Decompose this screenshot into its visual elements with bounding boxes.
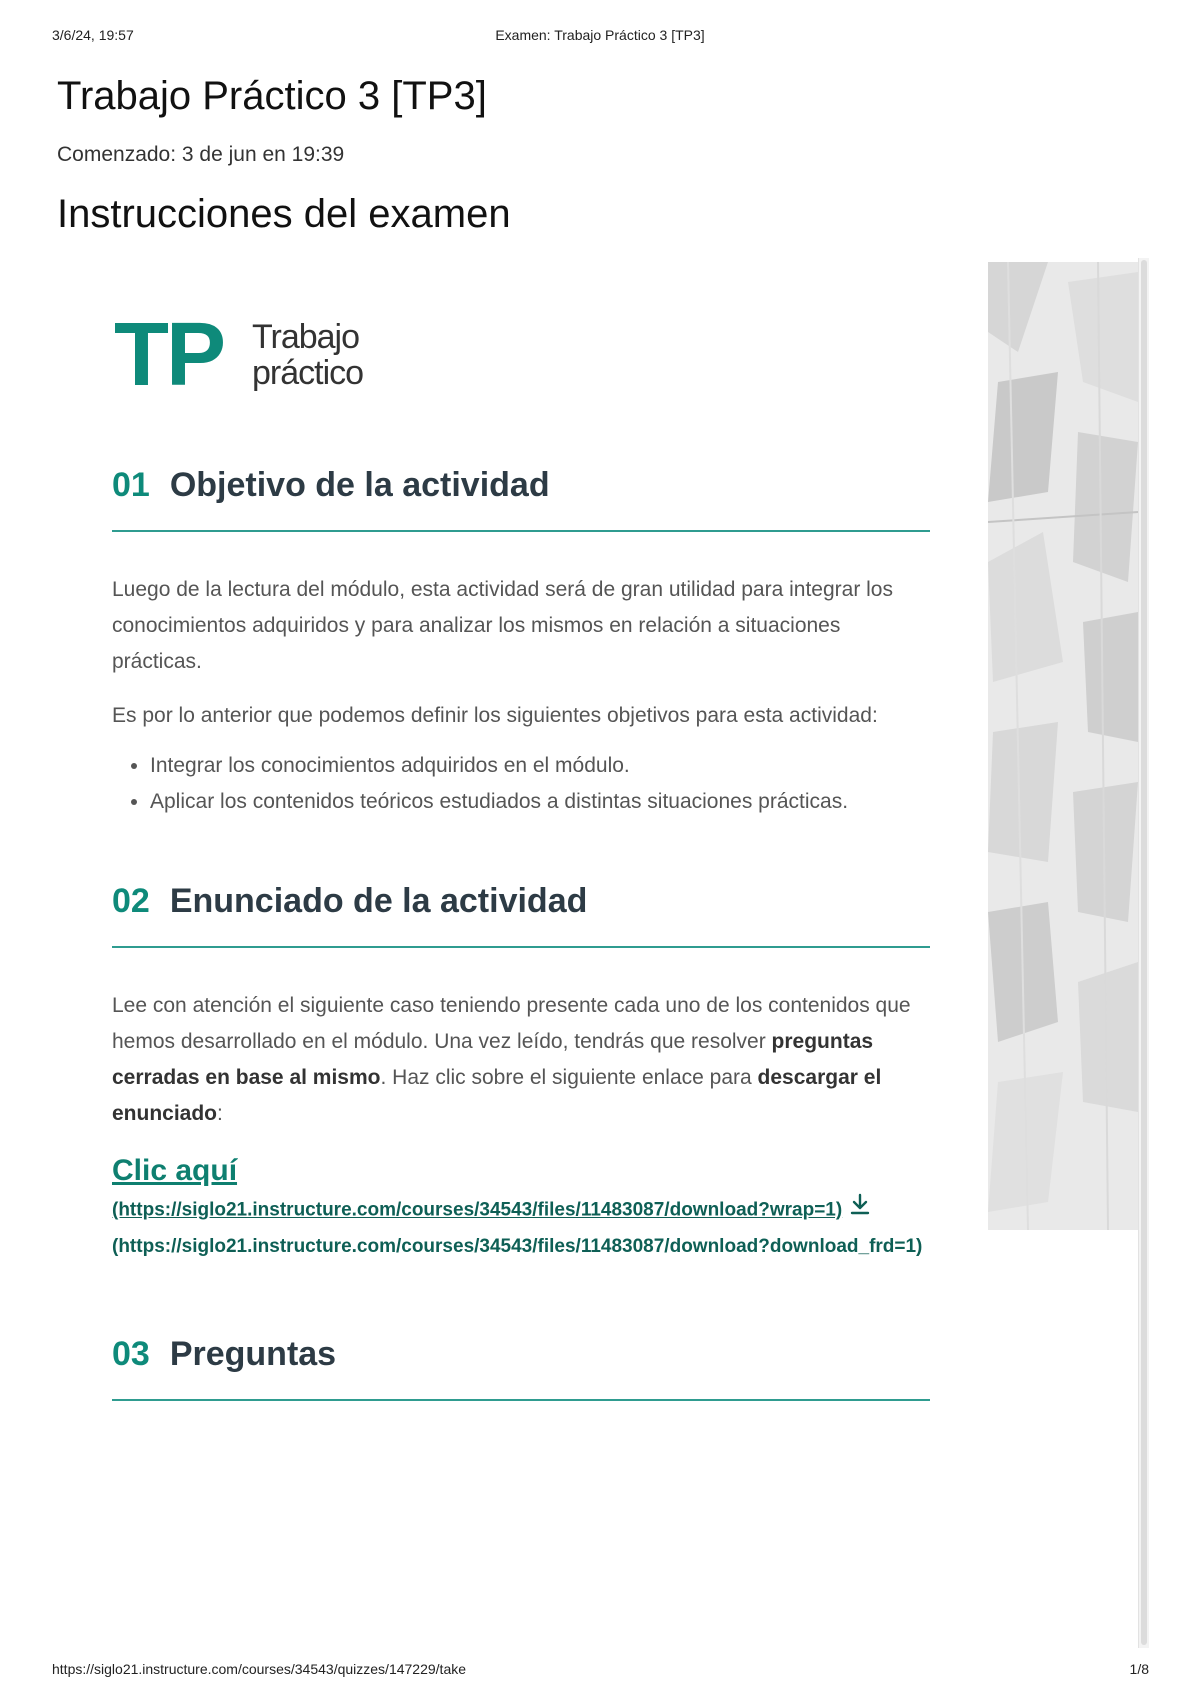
logo-mark: TP <box>114 305 224 405</box>
section-number: 02 <box>112 882 150 920</box>
list-item: • Aplicar los contenidos teóricos estudiados a distintas situaciones prácticas. <box>150 784 930 820</box>
section-divider <box>112 1399 930 1401</box>
logo-word-practico: práctico <box>252 354 364 392</box>
section-objetivo <box>112 466 930 820</box>
text-run: . Haz clic sobre el siguiente enlace para <box>380 1066 758 1089</box>
text-run: : <box>217 1102 223 1125</box>
print-doc-title: Examen: Trabajo Práctico 3 [TP3] <box>495 27 705 43</box>
decorative-side-image <box>988 262 1138 1230</box>
section-title: Enunciado de la actividad <box>169 882 588 920</box>
quiz-started-time: Comenzado: 3 de jun en 19:39 <box>57 143 345 166</box>
section-title: Objetivo de la actividad <box>169 466 550 504</box>
objectives-list <box>112 748 930 820</box>
scrollbar-thumb[interactable] <box>1141 260 1147 1645</box>
section-enunciado <box>112 882 930 1265</box>
paragraph: Luego de la lectura del módulo, esta actividad será de gran utilidad para integrar los conocimientos adquiridos y para analizar los mismos en relación a situaciones prácticas. <box>112 578 893 673</box>
section-preguntas <box>112 1335 930 1401</box>
section-title: Preguntas <box>169 1335 337 1373</box>
print-page-url: https://siglo21.instructure.com/courses/34543/quizzes/147229/take <box>52 1661 467 1677</box>
paragraph <box>112 988 930 1132</box>
list-item: • Integrar los conocimientos adquiridos en el módulo. <box>150 748 930 784</box>
section-heading <box>112 466 930 505</box>
section-divider <box>112 530 930 532</box>
quiz-instructions-content <box>112 300 930 1401</box>
quiz-title: Trabajo Práctico 3 [TP3] <box>57 74 487 118</box>
section-number: 03 <box>112 1335 150 1373</box>
link-url-block <box>112 1192 930 1229</box>
print-page-number: 1/8 <box>1129 1661 1149 1677</box>
link-url[interactable]: (https://siglo21.instructure.com/courses/34543/files/11483087/download?download_frd=1) <box>112 1236 923 1257</box>
paragraph: Es por lo anterior que podemos definir los siguientes objetivos para esta actividad: <box>112 704 878 727</box>
section-divider <box>112 946 930 948</box>
section-heading <box>112 1335 930 1374</box>
bold-text: descargar el enunciado <box>112 1066 882 1125</box>
print-date: 3/6/24, 19:57 <box>52 27 134 43</box>
text-run: Lee con atención el siguiente caso teniendo presente cada uno de los contenidos que hemos desarrollado en el módulo. Una vez leído, tendrás que resolver <box>112 994 911 1053</box>
link-url-block <box>112 1229 930 1265</box>
instructions-heading: Instrucciones del examen <box>57 192 511 236</box>
section-heading <box>112 882 930 921</box>
download-link[interactable]: Clic aquí <box>112 1154 238 1187</box>
bold-text: preguntas cerradas en base al mismo <box>112 1030 874 1089</box>
logo-word-trabajo: Trabajo <box>252 318 360 356</box>
tp-logo <box>112 300 930 410</box>
section-number: 01 <box>112 466 150 504</box>
link-url[interactable]: (https://siglo21.instructure.com/courses/34543/files/11483087/download?wrap=1) <box>112 1199 843 1221</box>
scrollbar[interactable] <box>1138 258 1149 1648</box>
download-icon[interactable] <box>848 1192 872 1229</box>
